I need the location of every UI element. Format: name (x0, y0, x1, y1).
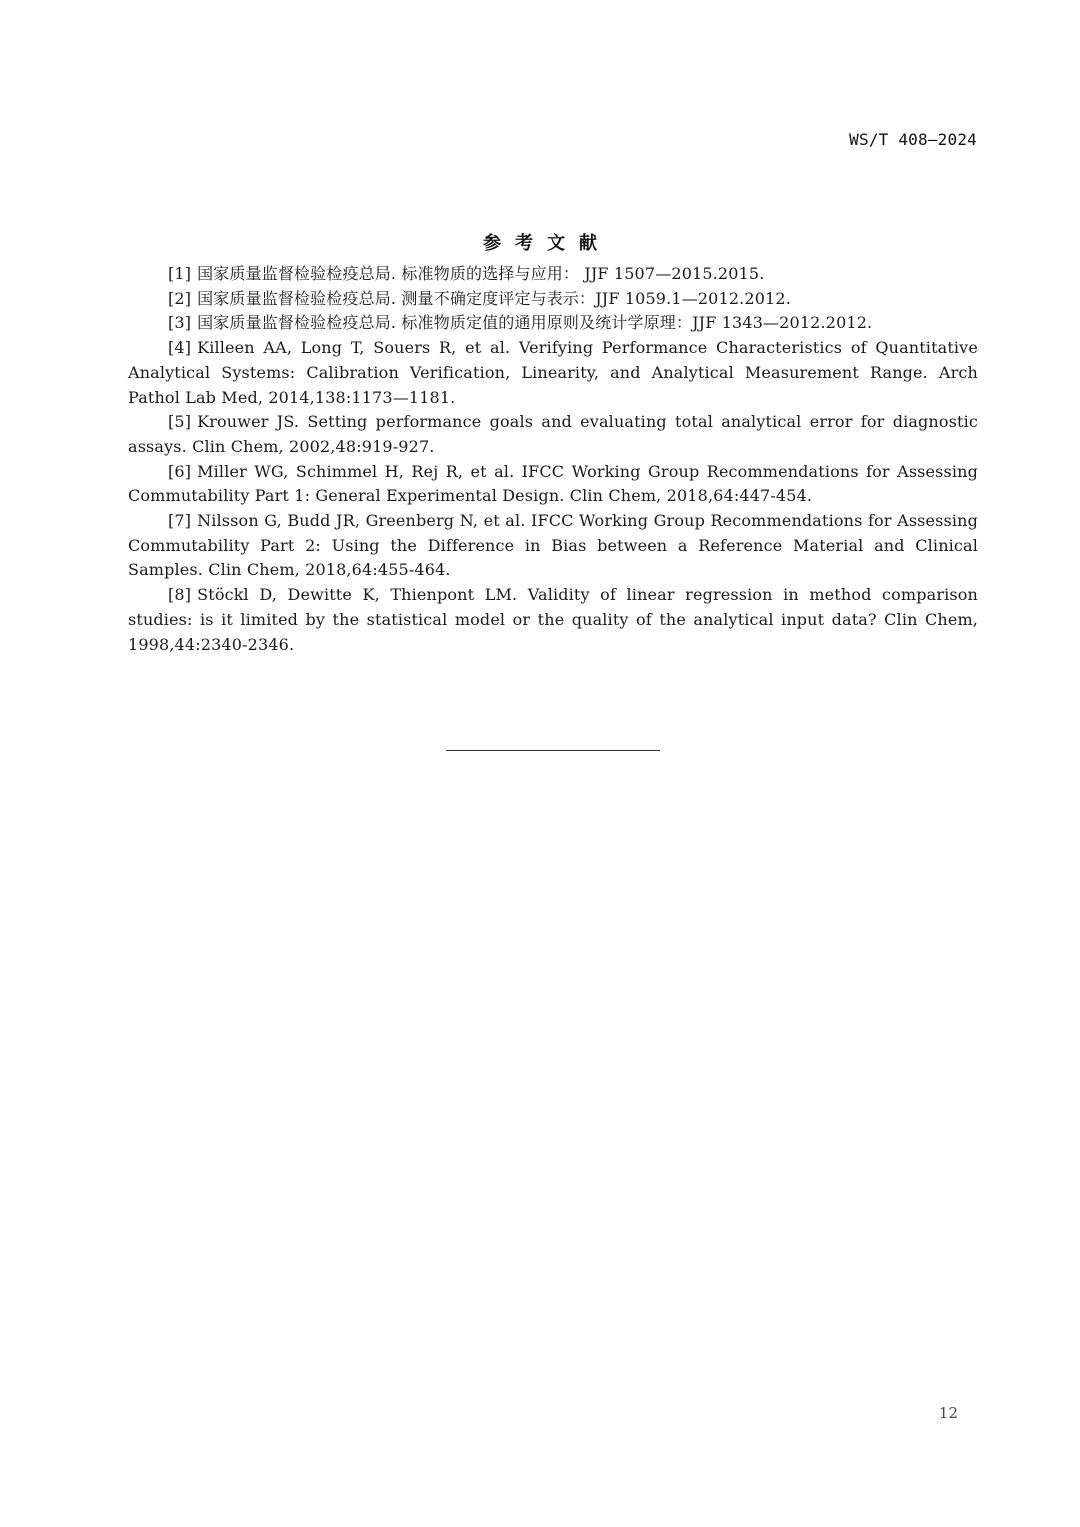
reference-number: [2] (168, 288, 192, 308)
reference-text: 国家质量监督检验检疫总局. 标准物质定值的通用原则及统计学原理：JJF 1343—2012.2012. (197, 313, 873, 333)
reference-text: Killeen AA, Long T, Souers R, et al. Verifying Performance Characteristics of Quantitative Analytical Systems: Calibration Verification, Linearity, and Analytical Measurement Range. Arch Pathol Lab Med, 2014,138:1173—1181. (128, 338, 978, 407)
reference-text: Stöckl D, Dewitte K, Thienpont LM. Validity of linear regression in method comparison studies: is it limited by the statistical model or the quality of the analytical input data? Clin Chem, 1998,44:2340-2346. (128, 585, 978, 654)
reference-item-8 (128, 583, 978, 657)
reference-item-2 (128, 287, 978, 312)
reference-item-4 (128, 336, 978, 410)
reference-number: [6] (168, 461, 192, 481)
reference-item-7 (128, 509, 978, 583)
reference-number: [4] (168, 338, 192, 358)
reference-item-5 (128, 410, 978, 459)
reference-text: Krouwer JS. Setting performance goals and evaluating total analytical error for diagnostic assays. Clin Chem, 2002,48:919-927. (128, 412, 978, 456)
reference-number: [7] (168, 511, 192, 531)
reference-text: Nilsson G, Budd JR, Greenberg N, et al. IFCC Working Group Recommendations for Assessing Commutability Part 2: Using the Difference in Bias between a Reference Material and Clinical Samples. Clin Chem, 2018,64:455-464. (128, 511, 978, 580)
reference-text: 国家质量监督检验检疫总局. 测量不确定度评定与表示：JJF 1059.1—2012.2012. (197, 288, 791, 308)
end-of-document-rule (446, 750, 660, 751)
reference-item-3 (128, 311, 978, 336)
page-number: 12 (938, 1404, 958, 1422)
reference-number: [3] (168, 313, 192, 333)
document-code: WS/T 408—2024 (849, 130, 977, 149)
reference-text: Miller WG, Schimmel H, Rej R, et al. IFCC Working Group Recommendations for Assessing Commutability Part 1: General Experimental Design. Clin Chem, 2018,64:447-454. (128, 461, 978, 506)
reference-number: [8] (168, 585, 192, 605)
reference-item-6 (128, 460, 978, 509)
reference-text: 国家质量监督检验检疫总局. 标准物质的选择与应用： JJF 1507—2015.2015. (197, 264, 765, 283)
reference-item-1 (128, 262, 978, 287)
references-heading: 参考文献 (483, 233, 611, 254)
reference-number: [1] (168, 264, 192, 283)
reference-number: [5] (168, 412, 192, 432)
reference-list (128, 262, 978, 657)
